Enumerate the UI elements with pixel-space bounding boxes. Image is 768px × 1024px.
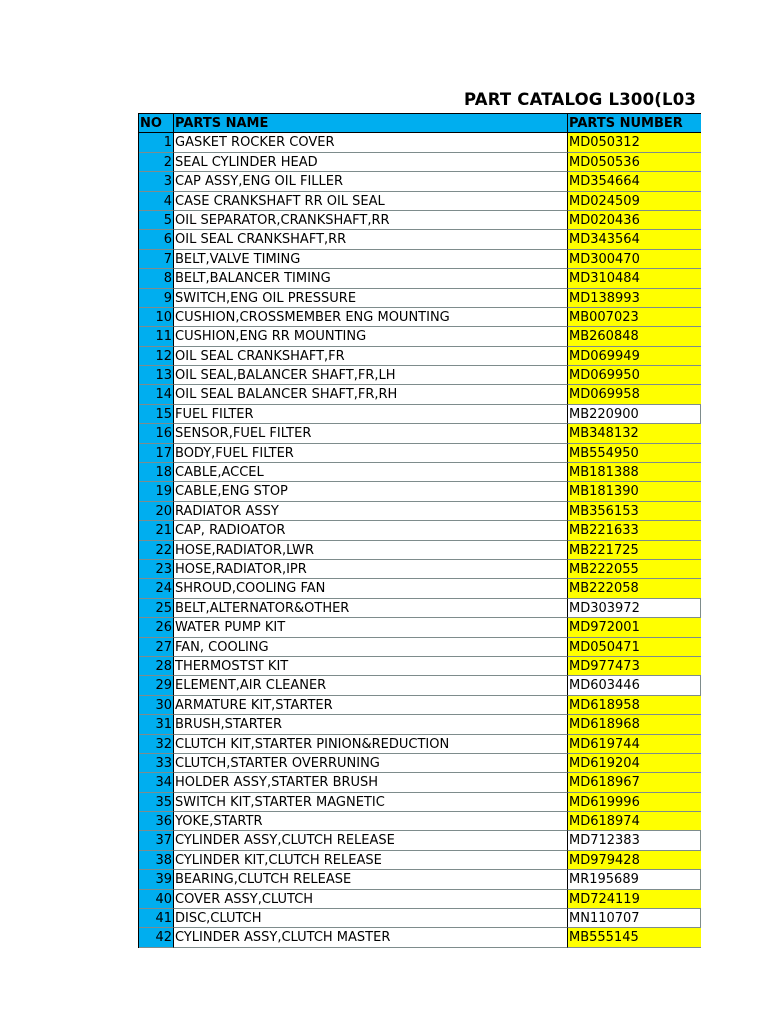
table-row: [139, 928, 701, 947]
table-row: [139, 793, 701, 812]
parts-number-cell[interactable]: MD069949: [568, 347, 701, 366]
parts-number-cell[interactable]: MD050536: [568, 153, 701, 172]
parts-name-cell[interactable]: SEAL CYLINDER HEAD: [174, 153, 568, 172]
parts-number-cell[interactable]: MB220900: [568, 405, 701, 424]
parts-number-cell[interactable]: MD300470: [568, 250, 701, 269]
parts-name-cell[interactable]: CLUTCH KIT,STARTER PINION&REDUCTION: [174, 735, 568, 754]
row-number-cell[interactable]: 41: [139, 909, 174, 928]
parts-number-cell[interactable]: MB007023: [568, 308, 701, 327]
row-number-cell[interactable]: 4: [139, 192, 174, 211]
table-row: [139, 192, 701, 211]
table-header-row: [139, 114, 701, 133]
parts-number-cell[interactable]: MD712383: [568, 831, 701, 850]
parts-number-cell[interactable]: MB356153: [568, 502, 701, 521]
row-number-cell[interactable]: 25: [139, 599, 174, 618]
parts-number-cell[interactable]: MD979428: [568, 851, 701, 870]
parts-number-cell[interactable]: MB221633: [568, 521, 701, 540]
table-row: [139, 502, 701, 521]
row-number-cell[interactable]: 14: [139, 385, 174, 404]
row-number-cell[interactable]: 28: [139, 657, 174, 676]
table-row: [139, 153, 701, 172]
parts-name-cell[interactable]: YOKE,STARTR: [174, 812, 568, 831]
row-number-cell[interactable]: 15: [139, 405, 174, 424]
table-row: [139, 385, 701, 404]
table-row: [139, 909, 701, 928]
table-row: [139, 269, 701, 288]
table-row: [139, 211, 701, 230]
parts-number-cell[interactable]: MD619996: [568, 793, 701, 812]
row-number-cell[interactable]: 11: [139, 327, 174, 346]
row-number-cell[interactable]: 39: [139, 870, 174, 889]
parts-name-cell[interactable]: CASE CRANKSHAFT RR OIL SEAL: [174, 192, 568, 211]
parts-name-cell[interactable]: OIL SEAL CRANKSHAFT,RR: [174, 230, 568, 249]
row-number-cell[interactable]: 6: [139, 230, 174, 249]
table-row: [139, 696, 701, 715]
parts-number-cell[interactable]: MD618958: [568, 696, 701, 715]
table-row: [139, 463, 701, 482]
table-row: [139, 424, 701, 443]
parts-number-cell[interactable]: MD619204: [568, 754, 701, 773]
row-number-cell[interactable]: 30: [139, 696, 174, 715]
row-number-cell[interactable]: 9: [139, 289, 174, 308]
row-number-cell[interactable]: 22: [139, 541, 174, 560]
row-number-cell[interactable]: 38: [139, 851, 174, 870]
parts-name-cell[interactable]: SWITCH,ENG OIL PRESSURE: [174, 289, 568, 308]
parts-number-cell[interactable]: MD619744: [568, 735, 701, 754]
parts-number-cell[interactable]: MD069950: [568, 366, 701, 385]
table-row: [139, 676, 701, 695]
parts-number-cell[interactable]: MD618968: [568, 715, 701, 734]
parts-number-cell[interactable]: MD050312: [568, 133, 701, 152]
parts-name-cell[interactable]: CAP, RADIOATOR: [174, 521, 568, 540]
table-row: [139, 599, 701, 618]
row-number-cell[interactable]: 3: [139, 172, 174, 191]
parts-number-cell[interactable]: MD310484: [568, 269, 701, 288]
parts-number-cell[interactable]: MR195689: [568, 870, 701, 889]
parts-name-cell[interactable]: CYLINDER KIT,CLUTCH RELEASE: [174, 851, 568, 870]
row-number-cell[interactable]: 34: [139, 773, 174, 792]
parts-number-cell[interactable]: MB221725: [568, 541, 701, 560]
table-row: [139, 851, 701, 870]
parts-name-cell[interactable]: CYLINDER ASSY,CLUTCH RELEASE: [174, 831, 568, 850]
parts-name-cell[interactable]: GASKET ROCKER COVER: [174, 133, 568, 152]
table-row: [139, 541, 701, 560]
parts-name-cell[interactable]: BRUSH,STARTER: [174, 715, 568, 734]
parts-number-cell[interactable]: MB555145: [568, 928, 701, 947]
parts-name-cell[interactable]: BELT,BALANCER TIMING: [174, 269, 568, 288]
table-row: [139, 715, 701, 734]
row-number-cell[interactable]: 1: [139, 133, 174, 152]
row-number-cell[interactable]: 33: [139, 754, 174, 773]
parts-number-cell[interactable]: MD977473: [568, 657, 701, 676]
parts-number-cell[interactable]: MB348132: [568, 424, 701, 443]
row-number-cell[interactable]: 29: [139, 676, 174, 695]
parts-name-cell[interactable]: WATER PUMP KIT: [174, 618, 568, 637]
parts-name-cell[interactable]: FUEL FILTER: [174, 405, 568, 424]
table-row: [139, 773, 701, 792]
parts-name-cell[interactable]: DISC,CLUTCH: [174, 909, 568, 928]
row-number-cell[interactable]: 16: [139, 424, 174, 443]
parts-number-cell[interactable]: MB554950: [568, 444, 701, 463]
table-row: [139, 618, 701, 637]
row-number-cell[interactable]: 27: [139, 638, 174, 657]
parts-number-cell[interactable]: MD603446: [568, 676, 701, 695]
table-row: [139, 230, 701, 249]
parts-name-cell[interactable]: THERMOSTST KIT: [174, 657, 568, 676]
catalog-title: PART CATALOG L300(L03: [464, 90, 697, 109]
table-row: [139, 560, 701, 579]
row-number-cell[interactable]: 2: [139, 153, 174, 172]
table-row: [139, 482, 701, 501]
row-number-cell[interactable]: 19: [139, 482, 174, 501]
parts-name-cell[interactable]: OIL SEAL,BALANCER SHAFT,FR,LH: [174, 366, 568, 385]
parts-number-cell[interactable]: MB181390: [568, 482, 701, 501]
table-row: [139, 657, 701, 676]
header-parts-number[interactable]: PARTS NUMBER: [568, 114, 701, 133]
table-row: [139, 172, 701, 191]
parts-name-cell[interactable]: SWITCH KIT,STARTER MAGNETIC: [174, 793, 568, 812]
row-number-cell[interactable]: 7: [139, 250, 174, 269]
header-parts-name[interactable]: PARTS NAME: [174, 114, 568, 133]
parts-number-cell[interactable]: MB181388: [568, 463, 701, 482]
parts-number-cell[interactable]: MD724119: [568, 890, 701, 909]
parts-name-cell[interactable]: HOLDER ASSY,STARTER BRUSH: [174, 773, 568, 792]
parts-name-cell[interactable]: COVER ASSY,CLUTCH: [174, 890, 568, 909]
row-number-cell[interactable]: 37: [139, 831, 174, 850]
parts-name-cell[interactable]: FAN, COOLING: [174, 638, 568, 657]
parts-name-cell[interactable]: CABLE,ENG STOP: [174, 482, 568, 501]
table-row: [139, 250, 701, 269]
row-number-cell[interactable]: 26: [139, 618, 174, 637]
parts-name-cell[interactable]: BELT,VALVE TIMING: [174, 250, 568, 269]
parts-name-cell[interactable]: SENSOR,FUEL FILTER: [174, 424, 568, 443]
row-number-cell[interactable]: 18: [139, 463, 174, 482]
row-number-cell[interactable]: 10: [139, 308, 174, 327]
row-number-cell[interactable]: 5: [139, 211, 174, 230]
parts-number-cell[interactable]: MD069958: [568, 385, 701, 404]
parts-number-cell[interactable]: MB260848: [568, 327, 701, 346]
parts-name-cell[interactable]: RADIATOR ASSY: [174, 502, 568, 521]
row-number-cell[interactable]: 32: [139, 735, 174, 754]
table-row: [139, 405, 701, 424]
table-row: [139, 831, 701, 850]
header-no[interactable]: NO: [139, 114, 174, 133]
table-row: [139, 133, 701, 152]
parts-name-cell[interactable]: CLUTCH,STARTER OVERRUNING: [174, 754, 568, 773]
parts-name-cell[interactable]: CAP ASSY,ENG OIL FILLER: [174, 172, 568, 191]
parts-name-cell[interactable]: CYLINDER ASSY,CLUTCH MASTER: [174, 928, 568, 947]
row-number-cell[interactable]: 21: [139, 521, 174, 540]
table-row: [139, 870, 701, 889]
table-row: [139, 327, 701, 346]
table-row: [139, 521, 701, 540]
parts-number-cell[interactable]: MD024509: [568, 192, 701, 211]
parts-number-cell[interactable]: MB222055: [568, 560, 701, 579]
parts-name-cell[interactable]: ARMATURE KIT,STARTER: [174, 696, 568, 715]
parts-name-cell[interactable]: HOSE,RADIATOR,IPR: [174, 560, 568, 579]
parts-number-cell[interactable]: MD972001: [568, 618, 701, 637]
row-number-cell[interactable]: 20: [139, 502, 174, 521]
table-row: [139, 754, 701, 773]
parts-number-cell[interactable]: MD618974: [568, 812, 701, 831]
row-number-cell[interactable]: 31: [139, 715, 174, 734]
row-number-cell[interactable]: 24: [139, 579, 174, 598]
row-number-cell[interactable]: 13: [139, 366, 174, 385]
parts-name-cell[interactable]: SHROUD,COOLING FAN: [174, 579, 568, 598]
parts-number-cell[interactable]: MD138993: [568, 289, 701, 308]
parts-number-cell[interactable]: MD050471: [568, 638, 701, 657]
row-number-cell[interactable]: 23: [139, 560, 174, 579]
parts-name-cell[interactable]: BELT,ALTERNATOR&OTHER: [174, 599, 568, 618]
table-row: [139, 735, 701, 754]
table-row: [139, 289, 701, 308]
table-row: [139, 890, 701, 909]
parts-number-cell[interactable]: MD343564: [568, 230, 701, 249]
row-number-cell[interactable]: 35: [139, 793, 174, 812]
row-number-cell[interactable]: 12: [139, 347, 174, 366]
parts-number-cell[interactable]: MB222058: [568, 579, 701, 598]
table-row: [139, 444, 701, 463]
table-row: [139, 812, 701, 831]
row-number-cell[interactable]: 17: [139, 444, 174, 463]
row-number-cell[interactable]: 40: [139, 890, 174, 909]
parts-name-cell[interactable]: CUSHION,CROSSMEMBER ENG MOUNTING: [174, 308, 568, 327]
parts-number-cell[interactable]: MD618967: [568, 773, 701, 792]
table-row: [139, 638, 701, 657]
parts-name-cell[interactable]: BODY,FUEL FILTER: [174, 444, 568, 463]
parts-name-cell[interactable]: OIL SEPARATOR,CRANKSHAFT,RR: [174, 211, 568, 230]
parts-name-cell[interactable]: HOSE,RADIATOR,LWR: [174, 541, 568, 560]
table-row: [139, 366, 701, 385]
parts-name-cell[interactable]: OIL SEAL BALANCER SHAFT,FR,RH: [174, 385, 568, 404]
row-number-cell[interactable]: 42: [139, 928, 174, 947]
table-row: [139, 308, 701, 327]
parts-name-cell[interactable]: ELEMENT,AIR CLEANER: [174, 676, 568, 695]
parts-name-cell[interactable]: OIL SEAL CRANKSHAFT,FR: [174, 347, 568, 366]
table-row: [139, 347, 701, 366]
parts-name-cell[interactable]: CUSHION,ENG RR MOUNTING: [174, 327, 568, 346]
row-number-cell[interactable]: 8: [139, 269, 174, 288]
parts-number-cell[interactable]: MD303972: [568, 599, 701, 618]
parts-name-cell[interactable]: CABLE,ACCEL: [174, 463, 568, 482]
parts-table: [138, 113, 701, 948]
parts-number-cell[interactable]: MD020436: [568, 211, 701, 230]
parts-number-cell[interactable]: MD354664: [568, 172, 701, 191]
table-row: [139, 579, 701, 598]
parts-number-cell[interactable]: MN110707: [568, 909, 701, 928]
row-number-cell[interactable]: 36: [139, 812, 174, 831]
parts-name-cell[interactable]: BEARING,CLUTCH RELEASE: [174, 870, 568, 889]
